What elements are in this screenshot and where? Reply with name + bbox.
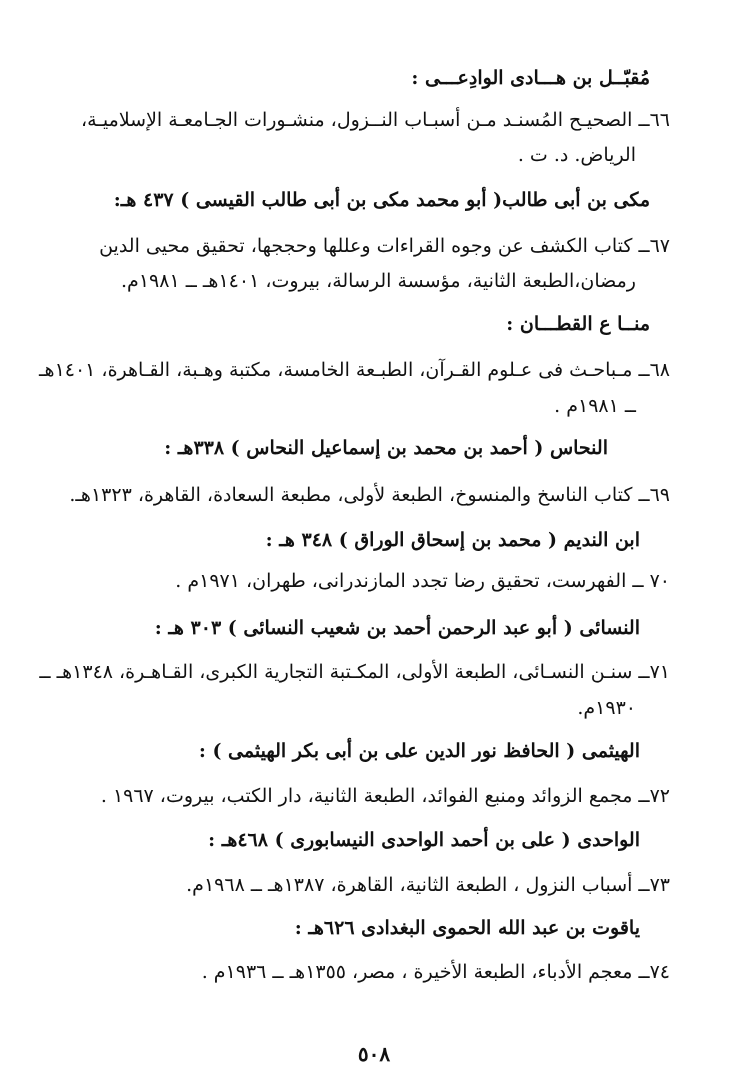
- entry-line: ٦٨ــ مـباحـث فى عـلوم القـرآن، الطبـعة الخامسة، مكتبة وهـبة، القـاهرة، ١٤٠١هـ: [38, 359, 670, 381]
- entry-heading: مكى بن أبى طالب( أبو محمد مكى بن أبى طالب القيسى ) ٤٣٧ هـ:: [113, 189, 650, 211]
- entry-line: ٧٣ــ أسباب النزول ، الطبعة الثانية، القاهرة، ١٣٨٧هـ ــ ١٩٦٨م.: [186, 874, 670, 896]
- entry-line-continuation: ١٩٣٠م.: [577, 697, 636, 719]
- entry-heading: الهيثمى ( الحافظ نور الدين على بن أبى بكر الهيثمى ) :: [198, 740, 640, 762]
- entry-line: ٧٢ــ مجمع الزوائد ومنبع الفوائد، الطبعة الثانية، دار الكتب، بيروت، ١٩٦٧ .: [100, 785, 670, 807]
- entry-line: ٧٠ ــ الفهرست، تحقيق رضا تجدد المازندرانى، طهران، ١٩٧١م .: [175, 570, 670, 592]
- page-number: ٥٠٨: [357, 1042, 391, 1066]
- entry-line: ٧١ــ سنـن النسـائى، الطبعة الأولى، المكـتبة التجارية الكبرى، القـاهـرة، ١٣٤٨هـ ــ: [39, 661, 670, 683]
- entry-line: ٦٩ــ كتاب الناسخ والمنسوخ، الطبعة لأولى، مطبعة السعادة، القاهرة، ١٣٢٣هـ.: [69, 484, 670, 506]
- entry-heading: مُقبّــل بن هـــادى الوادِعـــى :: [411, 67, 650, 89]
- entry-line-continuation: ــ ١٩٨١م .: [554, 395, 636, 417]
- entry-line: ٧٤ــ معجم الأدباء، الطبعة الأخيرة ، مصر، ١٣٥٥هـ ــ ١٩٣٦م .: [201, 961, 670, 983]
- entry-line: ٦٦ــ الصحيـح المُسنـد مـن أسبـاب النــزول، منشـورات الجـامعـة الإسلاميـة،: [81, 109, 670, 131]
- entry-heading: النسائى ( أبو عبد الرحمن أحمد بن شعيب النسائى ) ٣٠٣ هـ :: [154, 617, 640, 639]
- entry-line-continuation: الرياض. د. ت .: [517, 144, 636, 166]
- entry-line: ٦٧ــ كتاب الكشف عن وجوه القراءات وعللها وحججها، تحقيق محيى الدين: [99, 235, 670, 257]
- entry-heading: الواحدى ( على بن أحمد الواحدى النيسابورى ) ٤٦٨هـ :: [208, 829, 640, 851]
- entry-heading: النحاس ( أحمد بن محمد بن إسماعيل النحاس ) ٣٣٨هـ :: [164, 437, 608, 459]
- entry-heading: منــا ع القطـــان :: [506, 313, 650, 335]
- entry-line-continuation: رمضان،الطبعة الثانية، مؤسسة الرسالة، بيروت، ١٤٠١هـ ــ ١٩٨١م.: [121, 270, 636, 292]
- entry-heading: ياقوت بن عبد الله الحموى البغدادى ٦٢٦هـ :: [294, 917, 640, 939]
- entry-heading: ابن النديم ( محمد بن إسحاق الوراق ) ٣٤٨ هـ :: [265, 529, 640, 551]
